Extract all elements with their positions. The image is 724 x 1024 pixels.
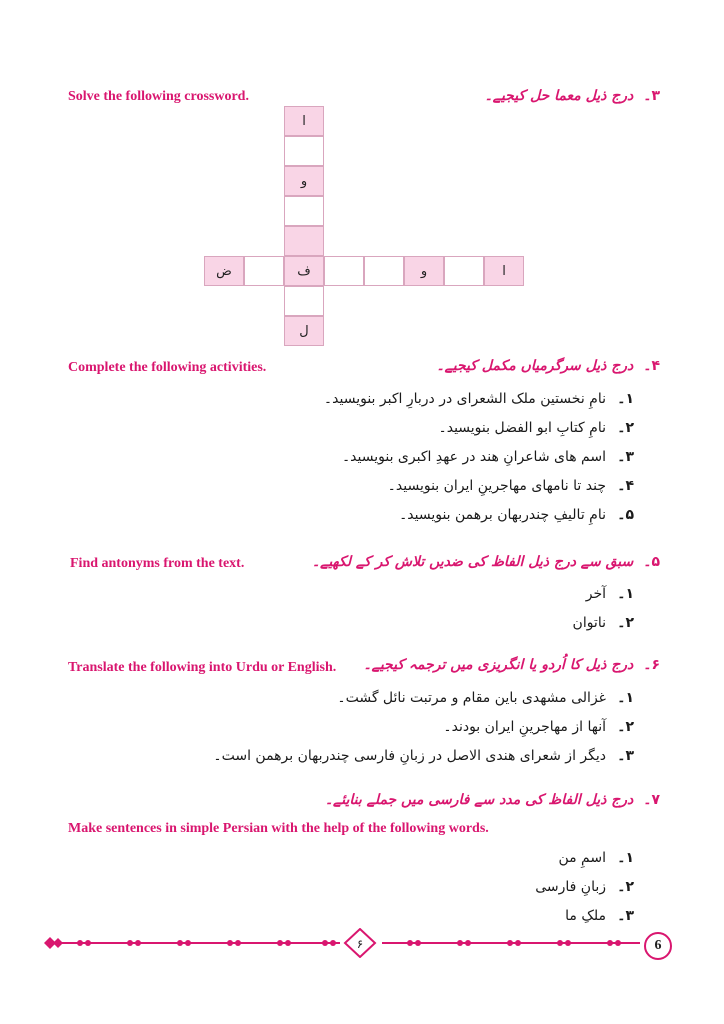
- list-item: [324, 443, 634, 472]
- crossword-cell-h8[interactable]: ض: [204, 256, 244, 286]
- item-text: نامِ کتابِ ابو الفضل بنویسید۔: [438, 420, 606, 436]
- item-text: زبانِ فارسی: [535, 879, 606, 895]
- crossword-cell-h3[interactable]: و: [404, 256, 444, 286]
- q6-list: [213, 684, 634, 771]
- list-item: [324, 385, 634, 414]
- list-item: [535, 844, 634, 873]
- item-number: ۲۔: [617, 615, 634, 631]
- q5-urdu-text: سبق سے درج ذیل الفاظ کی ضدیں تلاش کر کے لکھیے۔: [311, 554, 634, 570]
- item-text: نامِ تالیفِ چندربهان برهمن بنویسید۔: [399, 507, 606, 523]
- q3-urdu-instruction: [485, 88, 660, 104]
- crossword-cell-v1[interactable]: ا: [284, 106, 324, 136]
- item-text: ناتوان: [572, 615, 606, 631]
- crossword-cell-v3[interactable]: و: [284, 166, 324, 196]
- crossword-cell-h7[interactable]: [244, 256, 284, 286]
- item-text: آخر: [585, 586, 606, 602]
- crossword-cell-h4[interactable]: [364, 256, 404, 286]
- item-text: آنها از مهاجرینِ ایران بودند۔: [443, 719, 606, 735]
- item-number: ۱۔: [617, 850, 634, 866]
- list-item: [213, 684, 634, 713]
- q3-urdu-text: درج ذیل معما حل کیجیے۔: [484, 88, 634, 104]
- q3-number: ۳۔: [643, 88, 660, 104]
- crossword-cell-h2[interactable]: [444, 256, 484, 286]
- list-item: [324, 414, 634, 443]
- q4-english-instruction: Complete the following activities.: [68, 360, 267, 375]
- crossword-cell-v2[interactable]: [284, 136, 324, 166]
- list-item: [573, 580, 634, 609]
- q5-list: [573, 580, 634, 638]
- list-item: [535, 873, 634, 902]
- item-text: ملکِ ما: [565, 908, 606, 924]
- item-number: ۴۔: [617, 478, 634, 494]
- list-item: [213, 713, 634, 742]
- q6-english-instruction: Translate the following into Urdu or English.: [68, 660, 337, 675]
- item-text: نامِ نخستین ملک الشعرای در دربارِ اکبر بنویسید۔: [323, 391, 606, 407]
- q5-urdu-instruction: [312, 554, 660, 570]
- q6-number: ۶۔: [643, 657, 660, 673]
- footer-urdu-page-number: ۶: [356, 937, 364, 951]
- item-number: ۲۔: [617, 879, 634, 895]
- crossword-cell-v4[interactable]: [284, 196, 324, 226]
- q3-english-instruction: Solve the following crossword.: [68, 89, 249, 104]
- crossword-cell-v5[interactable]: [284, 226, 324, 256]
- q5-number: ۵۔: [643, 554, 660, 570]
- list-item: [573, 609, 634, 638]
- item-number: ۱۔: [617, 690, 634, 706]
- item-text: غزالی مشهدی باین مقام و مرتبت نائل گشت۔: [337, 690, 606, 706]
- q4-list: [324, 385, 634, 530]
- crossword-cell-h1[interactable]: ا: [484, 256, 524, 286]
- item-number: ۳۔: [617, 748, 634, 764]
- crossword-cell-v7[interactable]: [284, 286, 324, 316]
- item-text: اسمِ من: [558, 850, 606, 866]
- item-number: ۱۔: [617, 391, 634, 407]
- q4-number: ۴۔: [643, 358, 660, 374]
- item-number: ۲۔: [617, 719, 634, 735]
- q6-urdu-instruction: [363, 657, 660, 673]
- item-number: ۲۔: [617, 420, 634, 436]
- item-number: ۱۔: [617, 586, 634, 602]
- q4-urdu-text: درج ذیل سرگرمیاں مکمل کیجیے۔: [436, 358, 634, 374]
- q7-list: [535, 844, 634, 931]
- q4-urdu-instruction: [436, 358, 660, 374]
- crossword-cell-v8[interactable]: ل: [284, 316, 324, 346]
- list-item: [324, 501, 634, 530]
- q7-english-instruction: Make sentences in simple Persian with the help of the following words.: [68, 821, 489, 836]
- item-number: ۳۔: [617, 908, 634, 924]
- item-number: ۵۔: [617, 507, 634, 523]
- q6-urdu-text: درج ذیل کا اُردو یا انگریزی میں ترجمہ کیجیے۔: [363, 657, 634, 673]
- list-item: [213, 742, 634, 771]
- q7-urdu-text: درج ذیل الفاظ کی مدد سے فارسی میں جملے بنایئے۔: [324, 792, 634, 808]
- q7-number: ۷۔: [643, 792, 660, 808]
- crossword-cell-v6[interactable]: ف: [284, 256, 324, 286]
- crossword-cell-h5[interactable]: [324, 256, 364, 286]
- item-text: اسم های شاعرانِ هند در عهدِ اکبری بنویسید۔: [341, 449, 606, 465]
- item-text: چند تا نامهای مهاجرینِ ایران بنویسید۔: [387, 478, 606, 494]
- q5-english-instruction: Find antonyms from the text.: [70, 556, 245, 571]
- page-number: 6: [644, 932, 672, 960]
- item-number: ۳۔: [617, 449, 634, 465]
- list-item: [324, 472, 634, 501]
- q7-urdu-instruction: [325, 792, 660, 808]
- list-item: [535, 902, 634, 931]
- item-text: دیگر از شعرای هندی الاصل در زبانِ فارسی چندربهان برهمن است۔: [213, 748, 606, 764]
